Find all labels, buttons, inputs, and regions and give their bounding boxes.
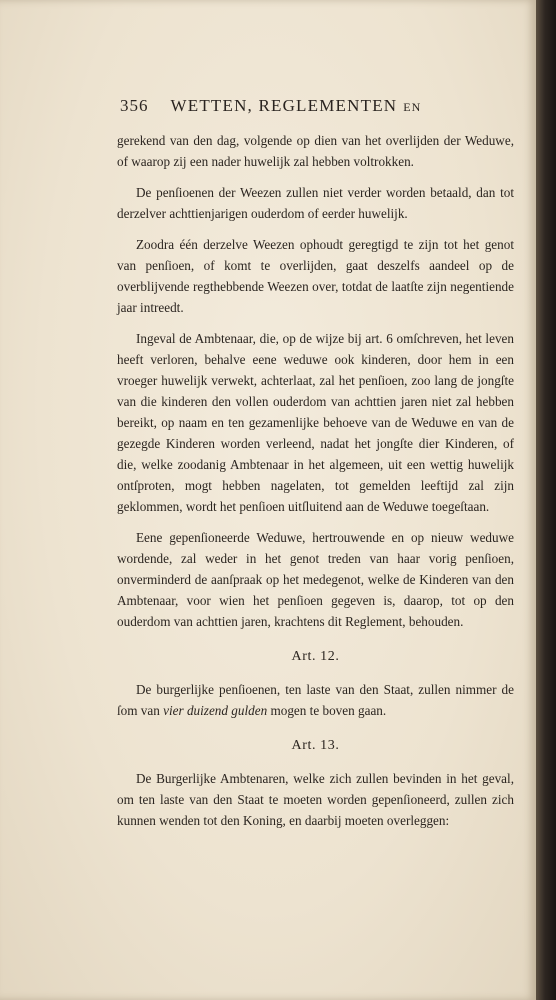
paragraph: De penſioenen der Weezen zullen niet verder worden betaald, dan tot derzelver achttienjarigen ouderdom of eerder huwelijk. — [117, 185, 514, 221]
scan-background-edge — [536, 0, 556, 1000]
paragraph-continued: gerekend van den dag, volgende op dien van het overlijden der Weduwe, of waarop zij een nader huwelijk zal hebben voltrokken. — [117, 133, 514, 169]
paragraph — [117, 679, 514, 721]
article-heading-13: Art. 13. — [291, 738, 340, 753]
body-text — [117, 130, 514, 841]
page-number: 356 — [120, 96, 149, 115]
paragraph-text: mogen te boven gaan. — [270, 703, 387, 718]
paragraph: Ingeval de Ambtenaar, die, op de wijze bij art. 6 omſchreven, het leven heeft verloren, behalve eene weduwe ook kinderen, door hem in een vroeger huwelijk verwekt, achterlaat, zal het penſioen, zoo lang de jongſte van die kinderen den vollen ouderdom van achttien jaren niet zal hebben bereikt, op naam en ten gezamenlijke behoeve van de Weduwe en van de gezegde Kinderen worden verleend, nadat het jongſte dier Kinderen, of die, welke zoodanig Ambtenaar in het algemeen, uit een wettig huwelijk ontſproten, mogt hebben nagelaten, tot gemelden leeftijd zal zijn geklommen, wordt het penſioen uitſluitend aan de Weduwe toegeſtaan. — [117, 331, 514, 514]
paragraph: Eene gepenſioneerde Weduwe, hertrouwende en op nieuw weduwe wordende, zal weder in het genot treden van haar vorig penſioen, onverminderd de aanſpraak op het medegenot, welke de Kinderen van den Ambtenaar, voor wien het penſioen gegeven is, daarop, tot op den ouderdom van achttien jaren, krachtens dit Reglement, behouden. — [117, 530, 514, 629]
italic-amount: vier duizend gulden — [163, 703, 268, 718]
paragraph-text: De burgerlijke penſioenen, ten laste van den Staat, zullen nimmer de ſom van — [117, 682, 514, 718]
paragraph: Zoodra één derzelve Weezen ophoudt geregtigd te zijn tot het genot van penſioen, of komt te overlijden, gaat deszelfs aandeel op de overblijvende regthebbende Weezen over, totdat de laatſte zijn negentiende jaar intreedt. — [117, 237, 514, 315]
running-title-suffix: EN — [403, 100, 422, 114]
running-header — [120, 96, 497, 116]
article-heading-12: Art. 12. — [291, 649, 340, 664]
running-title: WETTEN, REGLEMENTEN — [170, 96, 398, 115]
paragraph: De Burgerlijke Ambtenaren, welke zich zullen bevinden in het geval, om ten laste van den Staat te moeten worden gepenſioneerd, zullen zich kunnen wenden tot den Koning, en daarbij moeten overleggen: — [117, 771, 514, 828]
